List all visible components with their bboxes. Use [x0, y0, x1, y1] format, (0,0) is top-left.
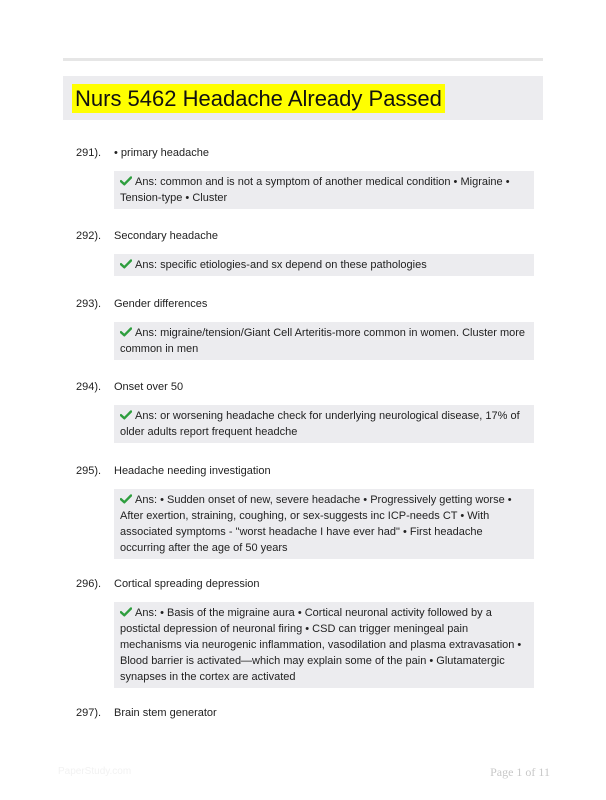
answer-box [114, 489, 534, 559]
answer-label: Ans: [135, 410, 158, 422]
answer-label: Ans: [135, 176, 158, 188]
answer-box [114, 405, 534, 443]
question-number: 297). [76, 707, 102, 719]
answer-label: Ans: [135, 259, 158, 271]
answer-label: Ans: [135, 607, 158, 619]
check-icon [120, 259, 132, 269]
check-icon [120, 176, 132, 186]
top-divider [63, 58, 543, 61]
question-number: 292). [76, 230, 102, 242]
question-number: 291). [76, 147, 102, 159]
check-icon [120, 607, 132, 617]
answer-box [114, 602, 534, 688]
page-number: Page 1 of 11 [490, 765, 550, 779]
check-icon [120, 327, 132, 337]
question-text: Headache needing investigation [114, 465, 271, 477]
answer-text: • Sudden onset of new, severe headache • Progressively getting worse • After exertion, straining, coughing, or sex-suggests inc ICP-needs CT • With associated symptoms - "worst headache I have ever had" • First headache occurring after the age of 50 years [120, 494, 512, 554]
answer-text: migraine/tension/Giant Cell Arteritis-more common in women. Cluster more common in men [120, 327, 526, 355]
question-text: Brain stem generator [114, 707, 217, 719]
question-text: Secondary headache [114, 230, 218, 242]
document-title: Nurs 5462 Headache Already Passed [72, 84, 445, 113]
title-banner [63, 76, 543, 120]
question-number: 293). [76, 298, 102, 310]
answer-text: common and is not a symptom of another medical condition • Migraine • Tension-type • Cluster [120, 176, 510, 204]
answer-box [114, 254, 534, 276]
question-text: • primary headache [114, 147, 209, 159]
question-text: Gender differences [114, 298, 208, 310]
question-number: 294). [76, 381, 102, 393]
check-icon [120, 410, 132, 420]
answer-box [114, 322, 534, 360]
question-text: Cortical spreading depression [114, 578, 260, 590]
answer-label: Ans: [135, 327, 158, 339]
question-text: Onset over 50 [114, 381, 184, 393]
question-number: 295). [76, 465, 102, 477]
question-number: 296). [76, 578, 102, 590]
answer-text: or worsening headache check for underlying neurological disease, 17% of older adults report frequent headche [120, 410, 520, 438]
answer-box [114, 171, 534, 209]
footer-watermark: PaperStudy.com [58, 766, 132, 777]
answer-text: • Basis of the migraine aura • Cortical neuronal activity followed by a postictal depression of neuronal firing • CSD can trigger meningeal pain mechanisms via neurogenic inflammation, vasodilation and plasma extravasation • Blood barrier is activated—which may explain some of the pain • Glutamatergic synapses in the cortex are activated [120, 607, 522, 683]
check-icon [120, 494, 132, 504]
answer-text: specific etiologies-and sx depend on these pathologies [160, 259, 427, 271]
answer-label: Ans: [135, 494, 158, 506]
